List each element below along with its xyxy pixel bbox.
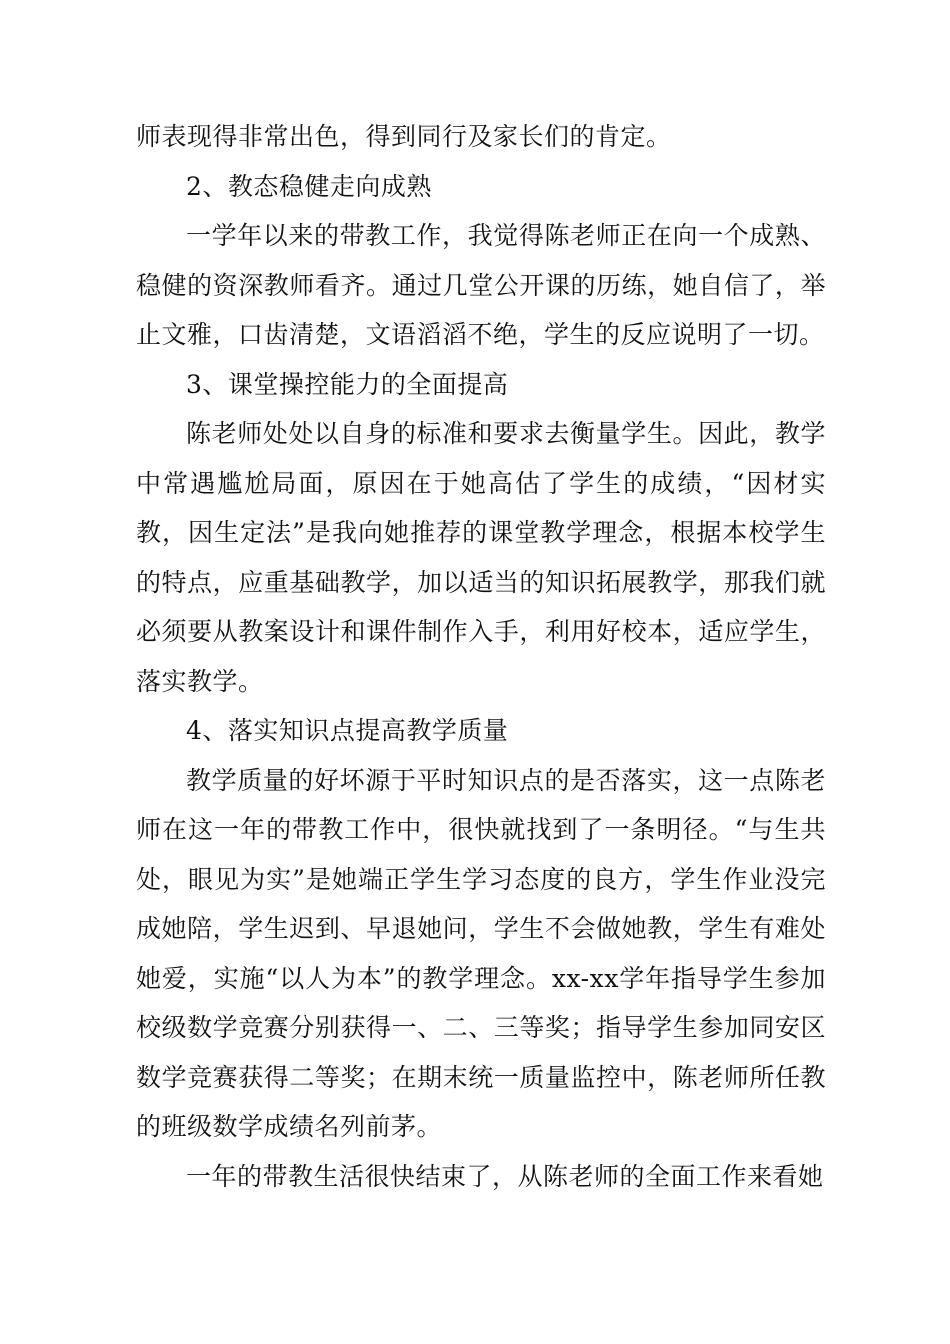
section-heading-2: 2、教态稳健走向成熟	[186, 171, 432, 201]
document-body	[136, 112, 826, 1201]
paragraph-continuation: 师表现得非常出色，得到同行及家长们的肯定。	[136, 122, 672, 151]
paragraph-teaching-quality: 教学质量的好坏源于平时知识点的是否落实，这一点陈老师在这一年的带教工作中，很快就找到了一条明径。“与生共处，眼见为实”是她端正学生学习态度的良方，学生作业没完成她陪，学生迟到、早退她问，学生不会做她教，学生有难处她爱，实施“以人为本”的教学理念。xx-xx学年指导学生参加校级数学竞赛分别获得一、二、三等奖；指导学生参加同安区数学竞赛获得二等奖；在期末统一质量监控中，陈老师所任教的班级数学成绩名列前茅。	[136, 765, 826, 1141]
section-heading-3: 3、课堂操控能力的全面提高	[186, 369, 509, 399]
paragraph-teaching-demeanor: 一学年以来的带教工作，我觉得陈老师正在向一个成熟、稳健的资深教师看齐。通过几堂公开课的历练，她自信了，举止文雅，口齿清楚，文语滔滔不绝，学生的反应说明了一切。	[136, 221, 826, 349]
section-heading-4: 4、落实知识点提高教学质量	[186, 716, 509, 745]
paragraph-conclusion-start: 一年的带教生活很快结束了，从陈老师的全面工作来看她	[186, 1161, 824, 1191]
paragraph-classroom-control: 陈老师处处以自身的标准和要求去衡量学生。因此，教学中常遇尴尬局面，原因在于她高估了学生的成绩，“因材实教，因生定法”是我向她推荐的课堂教学理念，根据本校学生的特点，应重基础教学，加以适当的知识拓展教学，那我们就必须要从教案设计和课件制作入手，利用好校本，适应学生，落实教学。	[136, 419, 826, 696]
